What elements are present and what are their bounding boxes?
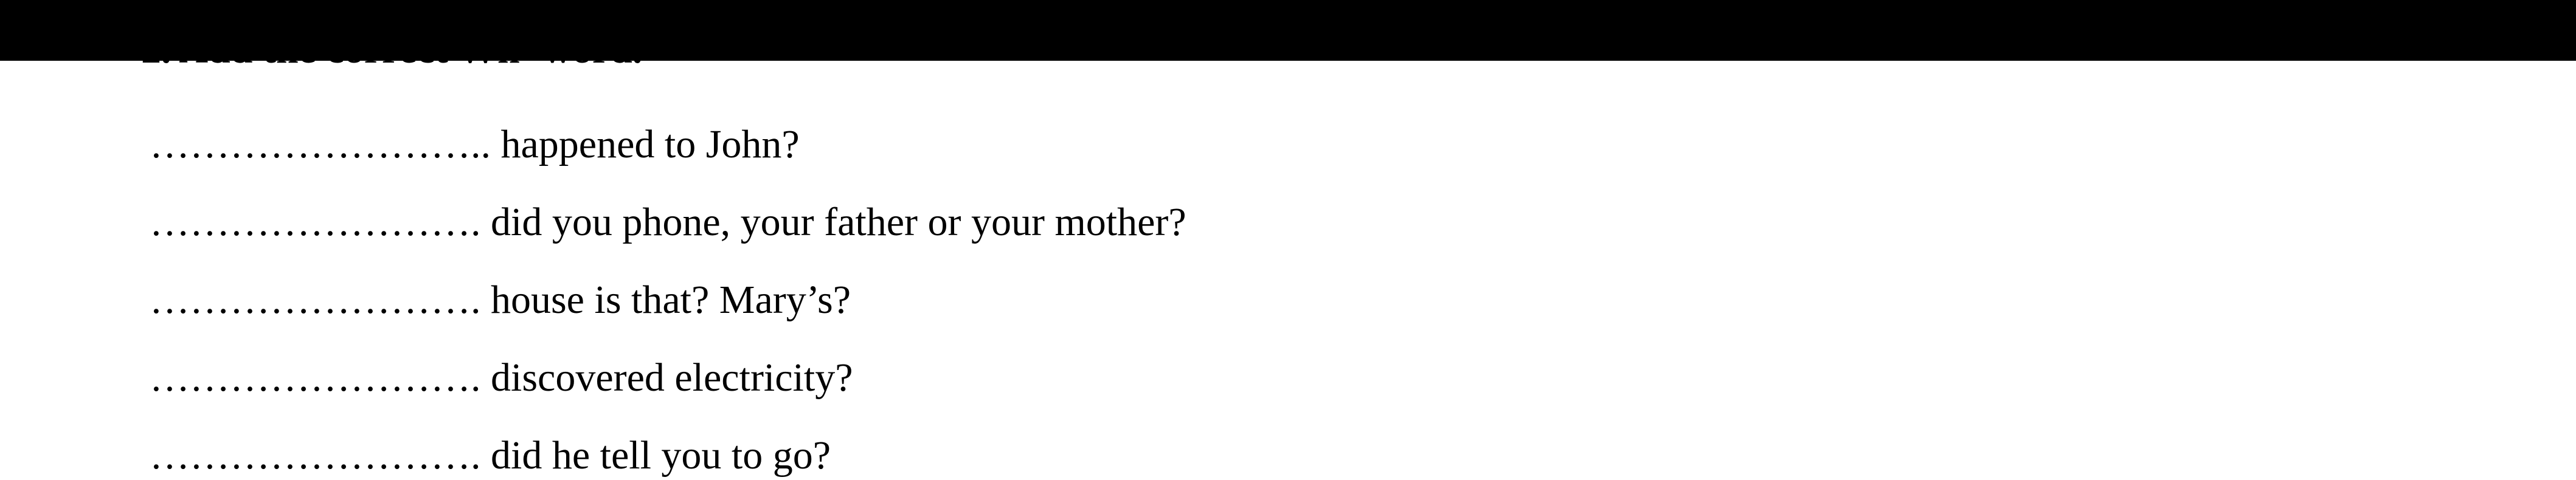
- exercise-item: [150, 198, 1186, 247]
- question-text: happened to John?: [491, 122, 800, 166]
- answer-blank[interactable]: ……………………..: [150, 122, 491, 166]
- question-text: did he tell you to go?: [480, 433, 831, 478]
- exercise-heading-container: [0, 27, 2576, 91]
- question-text: did you phone, your father or your mother?: [480, 200, 1186, 244]
- answer-blank[interactable]: …………………….: [150, 278, 481, 322]
- answer-blank[interactable]: …………………….: [150, 355, 481, 400]
- exercise-heading: 2. Add the correct Wh- word.: [141, 27, 643, 72]
- answer-blank[interactable]: …………………….: [150, 200, 481, 244]
- question-text: house is that? Mary’s?: [480, 278, 851, 322]
- exercise-item: [150, 354, 853, 402]
- exercise-item: [150, 276, 851, 324]
- answer-blank[interactable]: …………………….: [150, 433, 481, 478]
- question-text: discovered electricity?: [480, 355, 853, 400]
- exercise-item: [150, 431, 831, 480]
- exercise-item: [150, 120, 800, 169]
